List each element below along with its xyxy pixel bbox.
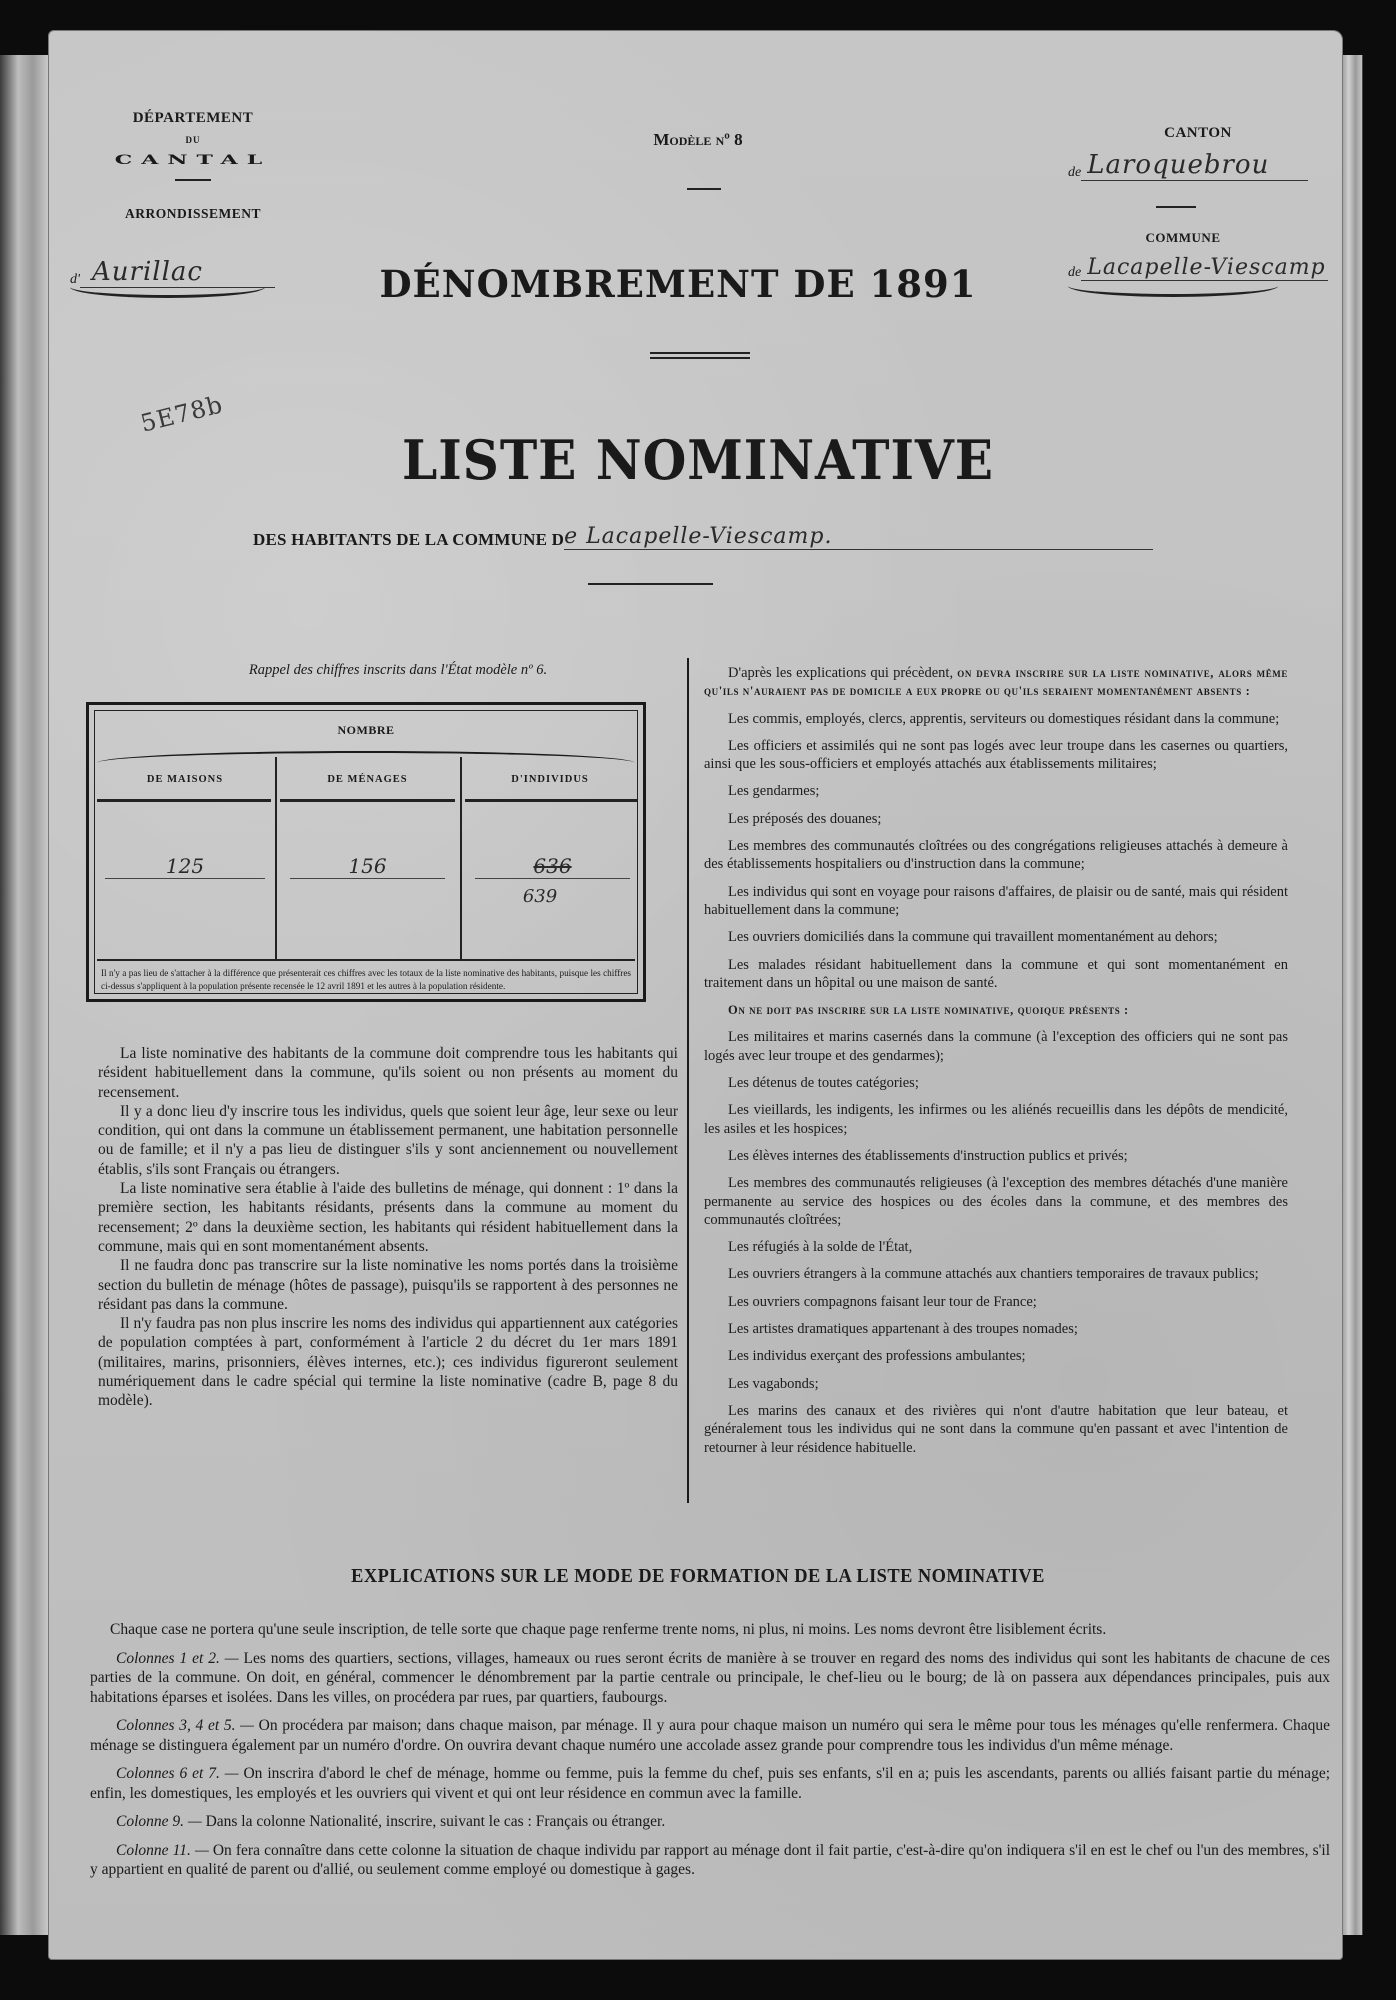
- canton-prefix: de: [1068, 165, 1082, 180]
- divider: [687, 188, 721, 190]
- explication-text: Dans la colonne Nationalité, inscrire, suivant le cas : Français ou étranger.: [205, 1813, 666, 1830]
- swash-ornament: [97, 751, 635, 763]
- explication-item: [90, 1812, 1330, 1832]
- swash-ornament: [1068, 286, 1278, 297]
- modele-number: Modèle nº 8: [653, 130, 743, 149]
- intro-lead: D'après les explications qui précèdent,: [728, 665, 954, 681]
- column-header-menages: DE MÉNAGES: [327, 774, 408, 785]
- header-rule: [280, 799, 455, 802]
- arrondissement-prefix: d': [70, 272, 80, 287]
- subtitle-label: DES HABITANTS DE LA COMMUNE D: [253, 530, 565, 549]
- paragraph: Il n'y faudra pas non plus inscrire les noms des individus qui appartiennent aux catégories de population comptées à part, conformément à l'article 2 du décret du 1er mars 1891 (militaires, marins, prisonniers, élèves internes, etc.); ces individus figureront seulement numériquement dans le cadre spécial qui termine la liste nominative (cadre B, page 8 du modèle).: [98, 1315, 678, 1410]
- column-divider: [275, 757, 277, 959]
- explication-label: Colonne 11. —: [116, 1841, 209, 1859]
- census-form-page: [48, 30, 1343, 1960]
- paragraph: Il y a donc lieu d'y inscrire tous les individus, quels que soient leur âge, leur sexe ou leur condition, qui ont dans la commune un établissement permanent, une habitation personnelle ou de famille; et il n'y a pas lieu de distinguer s'ils y sont anciennement ou nouvellement établis, s'ils sont Français ou étrangers.: [98, 1102, 678, 1178]
- departement-name: CANTAL: [114, 152, 272, 168]
- explication-text: On inscrira d'abord le chef de ménage, homme ou femme, puis la femme du chef, puis ses enfants, s'il en a; puis les ascendants, parents ou alliés faisant partie du ménage; enfin, les domestiques, les employés et les ouvriers qui vivent et qui ont leur résidence en commun avec la famille.: [90, 1765, 1331, 1802]
- commune-label: COMMUNE: [1145, 230, 1221, 245]
- value-individus-corrected: 639: [522, 886, 558, 907]
- archive-reference: 5E78b: [137, 390, 226, 438]
- page-edge-right: [1340, 55, 1363, 1935]
- note-rule: [97, 959, 635, 961]
- exclude-heading: On ne doit pas inscrire sur la liste nominative, quoique présents :: [728, 1003, 1129, 1018]
- commune-handwritten: e Lacapelle-Viescamp.: [564, 524, 1153, 550]
- arrondissement-label: ARRONDISSEMENT: [124, 206, 262, 221]
- exclude-item: Les détenus de toutes catégories;: [728, 1075, 919, 1092]
- explication-text: On procédera par maison; dans chaque maison, par ménage. Il y aura pour chaque maison un numéro qui sera le même pour tous les ménages qu'elle renfermera. Chaque ménage se distinguera également par un numéro d'ordre. On ouvrira devant chaque numéro une accolade assez grande pour comprendre tous les individus d'un même ménage.: [90, 1717, 1331, 1754]
- commune-value: Lacapelle-Viescamp: [1081, 255, 1328, 281]
- explications-title: EXPLICATIONS SUR LE MODE DE FORMATION DE LA LISTE NOMINATIVE: [351, 1565, 1045, 1587]
- include-item: Les commis, employés, clercs, apprentis, serviteurs ou domestiques résidant dans la commune;: [728, 710, 1280, 727]
- du-label: DU: [185, 135, 201, 145]
- commune-field: [1068, 255, 1328, 281]
- explication-item: [90, 1764, 1330, 1803]
- explication-item: [90, 1649, 1330, 1708]
- rappel-caption: Rappel des chiffres inscrits dans l'État modèle nº 6.: [248, 662, 548, 678]
- column-header-individus: D'INDIVIDUS: [511, 774, 589, 785]
- exclude-item: Les individus exerçant des professions ambulantes;: [728, 1348, 1026, 1365]
- explications-intro: Chaque case ne portera qu'une seule inscription, de telle sorte que chaque page renferme trente noms, ni plus, ni moins. Les noms devront être lisiblement écrits.: [110, 1621, 1107, 1638]
- arrondissement-value: Aurillac: [80, 257, 275, 288]
- explications-body: [90, 1620, 1330, 1889]
- right-instructions: [704, 664, 1288, 1466]
- divider: [175, 179, 211, 181]
- canton-field: [1068, 150, 1308, 181]
- explication-text: Les noms des quartiers, sections, villages, hameaux ou rues seront écrits de manière à se trouver en regard des noms des individus qui sont les habitants de chacune de ces parties de la commune. On doit, en général, commencer le dénombrement par la partie centrale ou principale, le chef-lieu ou le bourg; de là on passera aux dépendances principales, puis aux habitations éparses et isolées. Dans les villes, on procédera par rues, par quartiers, faubourgs.: [90, 1649, 1331, 1706]
- canton-value: Laroquebrou: [1081, 150, 1308, 181]
- exclude-item: Les membres des communautés religieuses (à l'exception des membres détachés d'une manière permanente au service des hospices ou des écoles dans la commune, et des membres des communautés cloîtrées;: [704, 1175, 1288, 1228]
- explication-item: [90, 1841, 1330, 1880]
- value-maisons: 125: [105, 854, 265, 879]
- double-rule: [650, 352, 750, 359]
- exclude-item: Les ouvriers étrangers à la commune attachés aux chantiers temporaires de travaux publics;: [728, 1266, 1259, 1283]
- left-instructions: [98, 1044, 678, 1411]
- liste-title: LISTE NOMINATIVE: [401, 428, 995, 492]
- exclude-item: Les ouvriers compagnons faisant leur tour de France;: [728, 1293, 1037, 1310]
- column-separator: [687, 658, 689, 1503]
- include-item: Les individus qui sont en voyage pour raisons d'affaires, de plaisir ou de santé, mais qui résident habituellement dans la commune;: [704, 883, 1288, 918]
- paragraph: La liste nominative sera établie à l'aide des bulletins de ménage, qui donnent : 1º dans la première section, les habitants résidants, présents dans la commune au moment du recensement; 2º dans la deuxième section, les habitants qui résident habituellement dans la commune, mais qui en sont momentanément absents.: [98, 1180, 678, 1255]
- exclude-item: Les vagabonds;: [728, 1375, 819, 1392]
- exclude-item: Les vieillards, les indigents, les infirmes ou les aliénés recueillis dans les dépôts de mendicité, les asiles et les hospices;: [704, 1102, 1288, 1137]
- page-title: DÉNOMBREMENT DE 1891: [379, 262, 977, 306]
- include-item: Les ouvriers domiciliés dans la commune qui travaillent momentanément au dehors;: [728, 929, 1218, 946]
- header-rule: [97, 799, 271, 802]
- swash-ornament: [70, 287, 265, 298]
- intro-caps: on devra inscrire sur la liste nominative, alors même qu'ils n'auraient pas de domicile a eux propre ou qu'ils seraient momentanément absents :: [704, 666, 1288, 699]
- value-individus: 636: [475, 854, 630, 879]
- exclude-item: Les marins des canaux et des rivières qui n'ont d'autre habitation que leur bateau, et généralement tous les individus qui ne sont dans la commune qu'en passant et avec l'intention de retourner à leur résidence habituelle.: [704, 1402, 1288, 1456]
- value-menages: 156: [290, 854, 445, 879]
- canton-label: CANTON: [1164, 125, 1232, 141]
- include-item: Les malades résidant habituellement dans la commune et qui sont momentanément en traitement dans un hôpital ou une maison de santé.: [704, 956, 1288, 991]
- commune-prefix: de: [1068, 265, 1082, 280]
- header-rule: [465, 799, 637, 802]
- include-item: Les officiers et assimilés qui ne sont pas logés avec leur troupe dans les casernes ou quartiers, ainsi que les sous-officiers et employés attachés aux établissements militaires;: [704, 737, 1288, 773]
- exclude-item: Les élèves internes des établissements d'instruction publics et privés;: [728, 1147, 1128, 1164]
- paragraph: Il ne faudra donc pas transcrire sur la liste nominative les noms portés dans la troisième section du bulletin de ménage (hôtes de passage), puisqu'ils se rapportent à des personnes ne résidant pas dans la commune.: [98, 1257, 678, 1313]
- divider: [588, 583, 713, 585]
- rappel-table-inner: [94, 710, 638, 994]
- include-item: Les membres des communautés cloîtrées ou des congrégations religieuses attachés à demeure à des établissements hospitaliers ou d'instruction dans la commune;: [704, 838, 1288, 873]
- explication-label: Colonnes 6 et 7. —: [116, 1765, 239, 1782]
- liste-subtitle: [253, 524, 1153, 550]
- explication-item: [90, 1716, 1330, 1755]
- departement-block: [98, 110, 288, 222]
- paragraph: La liste nominative des habitants de la commune doit comprendre tous les habitants qui résident habituellement dans la commune, qu'ils soient ou non présents au moment du recensement.: [98, 1045, 678, 1101]
- table-title: NOMBRE: [337, 723, 395, 737]
- arrondissement-field: [70, 257, 275, 288]
- exclude-item: Les militaires et marins casernés dans la commune (à l'exception des officiers qui ne sont pas logés avec leur troupe et des gendarmes);: [704, 1029, 1288, 1064]
- exclude-item: Les artistes dramatiques appartenant à des troupes nomades;: [728, 1321, 1078, 1338]
- explication-label: Colonnes 1 et 2. —: [116, 1649, 239, 1667]
- divider: [1156, 206, 1196, 208]
- include-item: Les gendarmes;: [728, 783, 820, 800]
- exclude-item: Les réfugiés à la solde de l'État,: [728, 1239, 913, 1256]
- column-header-maisons: DE MAISONS: [146, 774, 224, 785]
- rappel-table: [86, 702, 646, 1002]
- explication-label: Colonne 9. —: [116, 1813, 202, 1830]
- explication-label: Colonnes 3, 4 et 5. —: [116, 1717, 254, 1734]
- column-divider: [460, 757, 462, 959]
- departement-label: DÉPARTEMENT: [132, 110, 254, 126]
- rappel-note: Il n'y a pas lieu de s'attacher à la différence que présenterait ces chiffres avec les totaux de la liste nominative des habitants, puisque les chiffres ci-dessus s'appliquent à la population présente recensée le 12 avril 1891 et les autres à la population résidente.: [101, 968, 631, 991]
- intro-paragraph: [704, 664, 1288, 701]
- explication-text: On fera connaître dans cette colonne la situation de chaque individu par rapport au ménage dont il fait partie, c'est-à-dire qu'on indiquera s'il en est le chef ou l'un des membres, s'il y appartient en qualité de parent ou d'allié, ou seulement comme employé ou domestique à gages.: [90, 1841, 1331, 1878]
- include-item: Les préposés des douanes;: [728, 810, 882, 827]
